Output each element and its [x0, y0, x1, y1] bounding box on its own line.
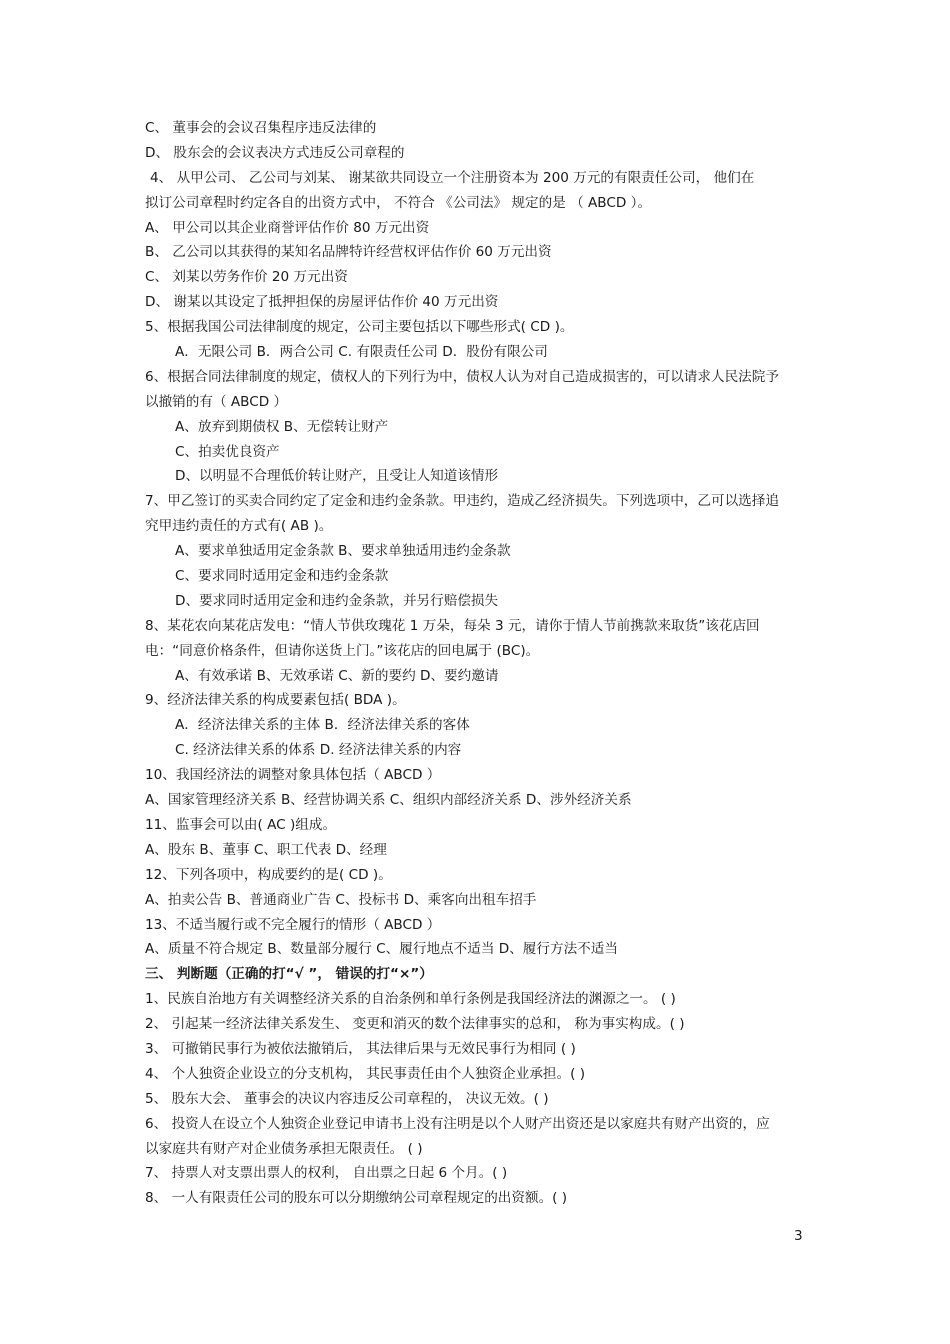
option-line: A．无限公司 B．两合公司 C. 有限责任公司 D．股份有限公司	[175, 344, 548, 361]
text-line: 电：“同意价格条件，但请你送货上门。”该花店的回电属于 (BC)。	[145, 642, 540, 659]
option-line: A、拍卖公告 B、普通商业广告 C、投标书 D、乘客向出租车招手	[145, 891, 537, 908]
question-12: 12、下列各项中，构成要约的是( CD )。	[145, 866, 392, 883]
question-10: 10、我国经济法的调整对象具体包括（ ABCD ）	[145, 767, 441, 784]
judgment-item: 3、 可撤销民事行为被依法撤销后， 其法律后果与无效民事行为相同 ( )	[145, 1040, 576, 1057]
text-line: 以家庭共有财产对企业债务承担无限责任。 ( )	[145, 1140, 423, 1157]
question-8: 8、某花农向某花店发电：“情人节供玫瑰花 1 万朵，每朵 3 元，请你于情人节前携款来取货”该花店回	[145, 617, 760, 634]
option-line: A、质量不符合规定 B、数量部分履行 C、履行地点不适当 D、履行方法不适当	[145, 941, 618, 958]
option-line: C、要求同时适用定金和违约金条款	[175, 568, 389, 585]
option-line: B、 乙公司以其获得的某知名品牌特许经营权评估作价 60 万元出资	[145, 244, 552, 261]
text-line: D、 股东会的会议表决方式违反公司章程的	[145, 144, 405, 161]
option-line: A、股东 B、董事 C、职工代表 D、经理	[145, 841, 387, 858]
option-line: A．经济法律关系的主体 B．经济法律关系的客体	[175, 717, 470, 734]
option-line: D、以明显不合理低价转让财产，且受让人知道该情形	[175, 468, 499, 485]
text-line: 究甲违约责任的方式有( AB )。	[145, 518, 333, 535]
option-line: A、要求单独适用定金条款 B、要求单独适用违约金条款	[175, 543, 511, 560]
page-number: 3	[794, 1228, 803, 1244]
question-11: 11、监事会可以由( AC )组成。	[145, 816, 337, 833]
text-line: 以撤销的有（ ABCD ）	[145, 393, 288, 410]
judgment-item: 2、 引起某一经济法律关系发生、 变更和消灭的数个法律事实的总和， 称为事实构成。( )	[145, 1016, 685, 1033]
option-line: C、拍卖优良资产	[175, 443, 280, 460]
judgment-item: 1、民族自治地方有关调整经济关系的自治条例和单行条例是我国经济法的渊源之一。 ( )	[145, 991, 676, 1008]
question-4: 4、 从甲公司、 乙公司与刘某、 谢某欲共同设立一个注册资本为 200 万元的有限责任公司， 他们在	[150, 169, 755, 186]
judgment-item: 8、 一人有限责任公司的股东可以分期缴纳公司章程规定的出资额。( )	[145, 1190, 568, 1207]
page-body	[145, 116, 810, 1211]
option-line: A、放弃到期债权 B、无偿转让财产	[175, 418, 389, 435]
option-line: D、要求同时适用定金和违约金条款，并另行赔偿损失	[175, 592, 499, 609]
section-heading: 三、 判断题（正确的打“√ ”， 错误的打“×”）	[145, 966, 433, 983]
judgment-item: 6、 投资人在设立个人独资企业登记申请书上没有注明是以个人财产出资还是以家庭共有财产出资的，应	[145, 1115, 770, 1132]
question-7: 7、甲乙签订的买卖合同约定了定金和违约金条款。甲违约，造成乙经济损失。下列选项中，乙可以选择追	[145, 493, 779, 510]
judgment-item: 7、 持票人对支票出票人的权利， 自出票之日起 6 个月。( )	[145, 1165, 508, 1182]
question-6: 6、根据合同法律制度的规定，债权人的下列行为中，债权人认为对自己造成损害的，可以请求人民法院予	[145, 368, 779, 385]
option-line: D、 谢某以其设定了抵押担保的房屋评估作价 40 万元出资	[145, 294, 499, 311]
option-line: C、 刘某以劳务作价 20 万元出资	[145, 269, 348, 286]
text-line: C、 董事会的会议召集程序违反法律的	[145, 120, 377, 136]
question-13: 13、不适当履行或不完全履行的情形（ ABCD ）	[145, 916, 441, 933]
text-line: 拟订公司章程时约定各自的出资方式中， 不符合 《公司法》 规定的是 （ ABCD ）。	[145, 194, 652, 211]
option-line: A、有效承诺 B、无效承诺 C、新的要约 D、要约邀请	[175, 667, 499, 684]
option-line: A、国家管理经济关系 B、经营协调关系 C、组织内部经济关系 D、涉外经济关系	[145, 792, 632, 809]
question-9: 9、经济法律关系的构成要素包括( BDA )。	[145, 692, 406, 709]
option-line: A、 甲公司以其企业商誉评估作价 80 万元出资	[145, 219, 430, 236]
question-5: 5、根据我国公司法律制度的规定，公司主要包括以下哪些形式( CD )。	[145, 319, 574, 336]
option-line: C. 经济法律关系的体系 D. 经济法律关系的内容	[175, 742, 462, 759]
judgment-item: 5、 股东大会、 董事会的决议内容违反公司章程的， 决议无效。( )	[145, 1090, 549, 1107]
judgment-item: 4、 个人独资企业设立的分支机构， 其民事责任由个人独资企业承担。( )	[145, 1065, 586, 1082]
